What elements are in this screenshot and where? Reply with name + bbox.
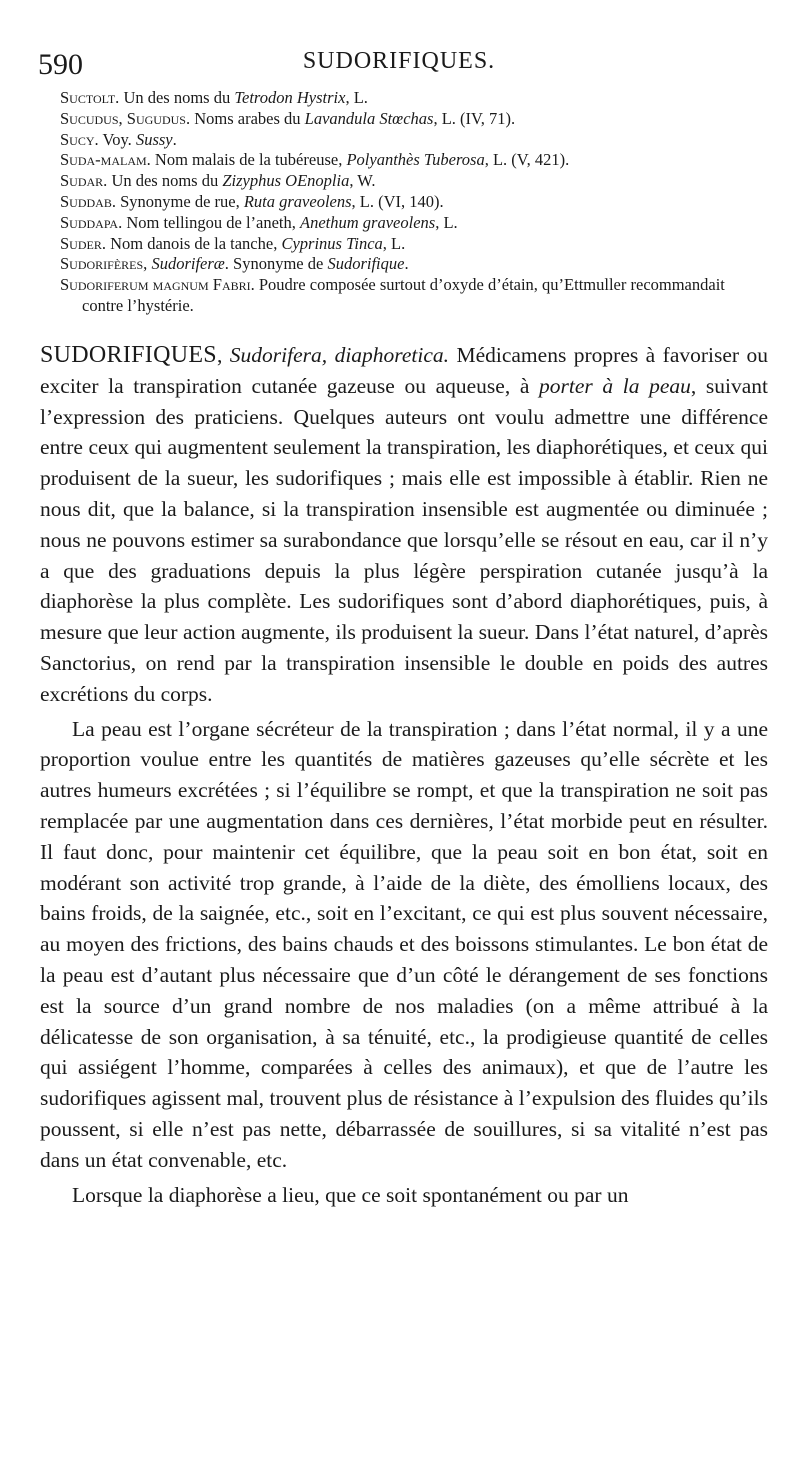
entry-scientific-name: Ruta graveolens — [243, 191, 352, 211]
entry-text: , L. (V, 421). — [484, 150, 570, 170]
entry-text: , W. — [349, 171, 376, 191]
entry-text: Voy. — [98, 129, 136, 149]
entry-sudar — [60, 171, 764, 192]
article-paragraph-1 — [40, 340, 768, 710]
entry-text: Nom malais de la tubéreuse, — [150, 150, 347, 170]
entry-scientific-name: Anethum graveolens — [300, 212, 436, 232]
entry-suctolt — [60, 88, 764, 109]
entry-text: Nom tellingou de l’aneth, — [122, 212, 301, 232]
entry-scientific-name: Lavandula Stœchas — [304, 108, 434, 128]
entry-term: Suddab. — [60, 191, 116, 211]
page-header — [38, 48, 760, 82]
entry-text: Un des noms du — [119, 88, 235, 107]
entry-sudoriferes — [60, 254, 764, 275]
entry-scientific-name: Zizyphus OEnoplia — [222, 171, 350, 191]
entry-suda-malam — [60, 150, 764, 171]
entry-sucy — [60, 130, 764, 151]
entry-text: Synonyme de rue, — [115, 191, 244, 211]
entry-scientific-name: Tetrodon Hystrix — [234, 88, 346, 107]
article-sudorifiques — [40, 340, 768, 1210]
entry-text: . — [172, 129, 177, 149]
entry-text: , L. (VI, 140). — [351, 191, 444, 211]
entry-term: Suctolt. — [60, 88, 120, 107]
entry-suddab — [60, 192, 764, 213]
article-latin-names: Sudorifera, diaphoretica. — [229, 343, 450, 367]
entry-text: . — [404, 254, 409, 274]
page-number: 590 — [38, 48, 83, 81]
entry-sucudus — [60, 109, 764, 130]
entry-text: . Synonyme de — [224, 254, 328, 274]
entry-term: Sudorifères, — [60, 254, 148, 274]
article-text: , suivant l’expression des praticiens. Quelques auteurs ont voulu admettre une différence entre ceux qui augmentent seulement la transpiration, les diaphorétiques, et ceux qui produisent de la sueur, les sudorifiques ; mais elle est impossible à établir. Rien ne nous dit, que la balance, si la transpiration insensible est augmentée ou diminuée ; nous ne pouvons estimer sa surabondance que lorsqu’elle se résout en eau, car il n’y a que des graduations depuis la plus légère perspiration cutanée jusqu’à la diaphorèse la plus complète. Les sudorifiques sont d’abord diaphorétiques, puis, à mesure que leur action augmente, ils produisent la sueur. Dans l’état naturel, d’après Sanctorius, on rend par la transpiration insensible le double en poids des autres excrétions du corps. — [40, 373, 768, 706]
entry-scientific-name: Sudoriferæ — [151, 254, 225, 274]
article-headword: SUDORIFIQUES — [40, 342, 217, 368]
entry-term: Sudoriferum magnum Fabri. — [60, 275, 255, 295]
entry-text: Nom danois de la tanche, — [105, 233, 282, 253]
entry-cross-reference: Sudorifique — [327, 254, 405, 274]
running-title: SUDORIFIQUES. — [302, 48, 496, 74]
entry-term: Suder. — [60, 233, 106, 253]
entry-text: , L. — [345, 88, 368, 107]
entry-scientific-name: Polyanthès Tuberosa — [346, 150, 485, 170]
entry-text: Noms arabes du — [190, 108, 305, 128]
entry-text: Un des noms du — [107, 171, 223, 191]
article-italic-phrase: porter à la peau — [539, 373, 691, 398]
entry-term: Suda-malam. — [60, 150, 151, 170]
entry-scientific-name: Cyprinus Tinca — [281, 233, 383, 253]
entry-text: , L. — [435, 212, 458, 232]
entry-suder — [60, 234, 764, 255]
entry-term: Sucy. — [60, 129, 99, 149]
entry-text: , L. — [382, 233, 406, 253]
entry-term: Sudar. — [60, 171, 108, 191]
short-entries-list — [60, 88, 764, 317]
entry-term: Suddapa. — [60, 212, 123, 232]
entry-sudoriferum-magnum-fabri — [60, 275, 764, 317]
entry-suddapa — [60, 213, 764, 234]
entry-text: , L. (IV, 71). — [433, 108, 516, 128]
entry-text: Poudre composée surtout d’oxyde d’étain, qu’Ettmuller recommandait contre l’hystérie. — [82, 275, 725, 315]
article-paragraph-3: Lorsque la diaphorèse a lieu, que ce soit spontanément ou par un — [72, 1182, 629, 1207]
article-paragraph-2: La peau est l’organe sécréteur de la transpiration ; dans l’état normal, il y a une proportion voulue entre les quantités de matières gazeuses qu’elle sécrète et les autres humeurs excrétées ; si l’équilibre se rompt, et que la transpiration ne soit pas remplacée par une augmentation dans ces dernières, l’état morbide peut en résulter. Il faut donc, pour maintenir cet équilibre, que la peau soit en bon état, soit en modérant son activité trop grande, à l’aide de la diète, des émolliens locaux, des bains froids, de la saignée, etc., soit en l’excitant, ce qui est plus souvent nécessaire, au moyen des frictions, des bains chauds et des boissons stimulantes. Le bon état de la peau est d’autant plus nécessaire que d’un côté le dérangement de ses fonctions est la source d’un grand nombre de nos maladies (on a même attribué à la délicatesse de son organisation, à sa ténuité, etc., la prodigieuse quantité de celles qui assiégent l’homme, comparées à celles des animaux), et que de l’autre les sudorifiques agissent mal, trouvent plus de résistance à l’expulsion des fluides qu’ils poussent, si elle n’est pas nette, débarrassée de souillures, si sa vitalité n’est pas dans un état convenable, etc. — [40, 716, 768, 1172]
entry-scientific-name: Sussy — [135, 129, 173, 149]
article-text: Médicamens propres à favoriser ou exciter la transpiration cutanée gazeuse ou aqueuse, à — [40, 343, 768, 398]
headword-separator: , — [216, 343, 230, 367]
entry-term: Sucudus, Sugudus. — [60, 108, 191, 128]
